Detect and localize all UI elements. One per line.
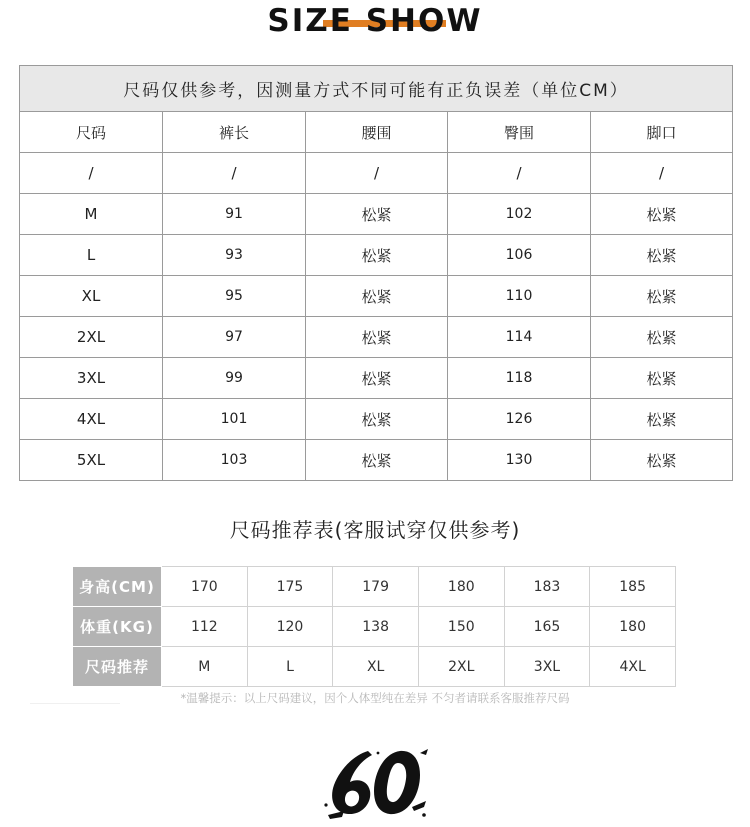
table-cell: 101 [163,399,306,440]
table-cell: L [20,235,163,276]
table-cell: / [20,153,163,194]
table-row [20,399,733,440]
table-cell: 松紧 [591,194,733,235]
table-row [20,276,733,317]
table-cell: 95 [163,276,306,317]
table-cell: 185 [590,567,676,607]
table-cell: 4XL [20,399,163,440]
table-cell: 180 [590,607,676,647]
recommendation-table [72,566,676,687]
table-cell: XL [20,276,163,317]
size-table-caption: 尺码仅供参考，因测量方式不同可能有正负误差（单位CM） [20,66,733,112]
size-table-unit-row [20,153,733,194]
column-header: 裤长 [163,112,306,153]
table-cell: 99 [163,358,306,399]
table-cell: 118 [448,358,591,399]
table-cell: 170 [162,567,248,607]
table-cell: 松紧 [591,440,733,481]
row-header: 尺码推荐 [73,647,162,687]
table-cell: 4XL [590,647,676,687]
table-cell: 91 [163,194,306,235]
table-cell: 2XL [20,317,163,358]
table-row [20,317,733,358]
table-cell: 松紧 [591,276,733,317]
table-cell: 114 [448,317,591,358]
table-cell: 120 [247,607,333,647]
table-cell: 松紧 [306,194,448,235]
table-cell: 179 [333,567,419,607]
size-table [19,65,733,481]
table-cell: 松紧 [591,358,733,399]
table-cell: / [448,153,591,194]
table-cell: 松紧 [306,317,448,358]
table-row [20,194,733,235]
table-cell: / [306,153,448,194]
table-cell: 松紧 [591,317,733,358]
table-cell: 102 [448,194,591,235]
table-cell: 松紧 [306,399,448,440]
table-cell: 165 [504,607,590,647]
table-cell: 126 [448,399,591,440]
table-row [73,567,676,607]
table-row [73,607,676,647]
header [0,0,750,50]
row-header: 体重(KG) [73,607,162,647]
table-cell: 106 [448,235,591,276]
table-cell: 183 [504,567,590,607]
table-cell: / [591,153,733,194]
table-cell: 3XL [504,647,590,687]
table-row [20,440,733,481]
table-cell: 93 [163,235,306,276]
table-row [73,647,676,687]
table-cell: 松紧 [306,235,448,276]
table-cell: 松紧 [306,276,448,317]
table-cell: 130 [448,440,591,481]
column-header: 尺码 [20,112,163,153]
column-header: 臀围 [448,112,591,153]
table-cell: 松紧 [306,440,448,481]
brand-logo-60-icon [320,745,430,820]
table-cell: 松紧 [591,399,733,440]
column-header: 脚口 [591,112,733,153]
size-table-caption-row [20,66,733,112]
table-cell: / [163,153,306,194]
table-cell: 138 [333,607,419,647]
column-header: 腰围 [306,112,448,153]
table-cell: 103 [163,440,306,481]
table-row [20,358,733,399]
size-table-header-row [20,112,733,153]
table-cell: 112 [162,607,248,647]
table-cell: 3XL [20,358,163,399]
table-cell: XL [333,647,419,687]
table-cell: 150 [418,607,504,647]
page-title: SIZE SHOW [267,3,483,39]
table-cell: 110 [448,276,591,317]
row-header: 身高(CM) [73,567,162,607]
table-row [20,235,733,276]
table-cell: M [162,647,248,687]
recommendation-title: 尺码推荐表(客服试穿仅供参考) [229,518,521,542]
table-cell: 180 [418,567,504,607]
table-cell: 松紧 [306,358,448,399]
warm-tip-note: *温馨提示：以上尺码建议，因个人体型纯在差异 不匀者请联系客服推荐尺码 [180,691,570,705]
table-cell: 松紧 [591,235,733,276]
table-cell: 2XL [418,647,504,687]
table-cell: M [20,194,163,235]
table-cell: 5XL [20,440,163,481]
table-cell: 97 [163,317,306,358]
table-cell: 175 [247,567,333,607]
table-cell: L [247,647,333,687]
brand-logo [320,745,430,820]
